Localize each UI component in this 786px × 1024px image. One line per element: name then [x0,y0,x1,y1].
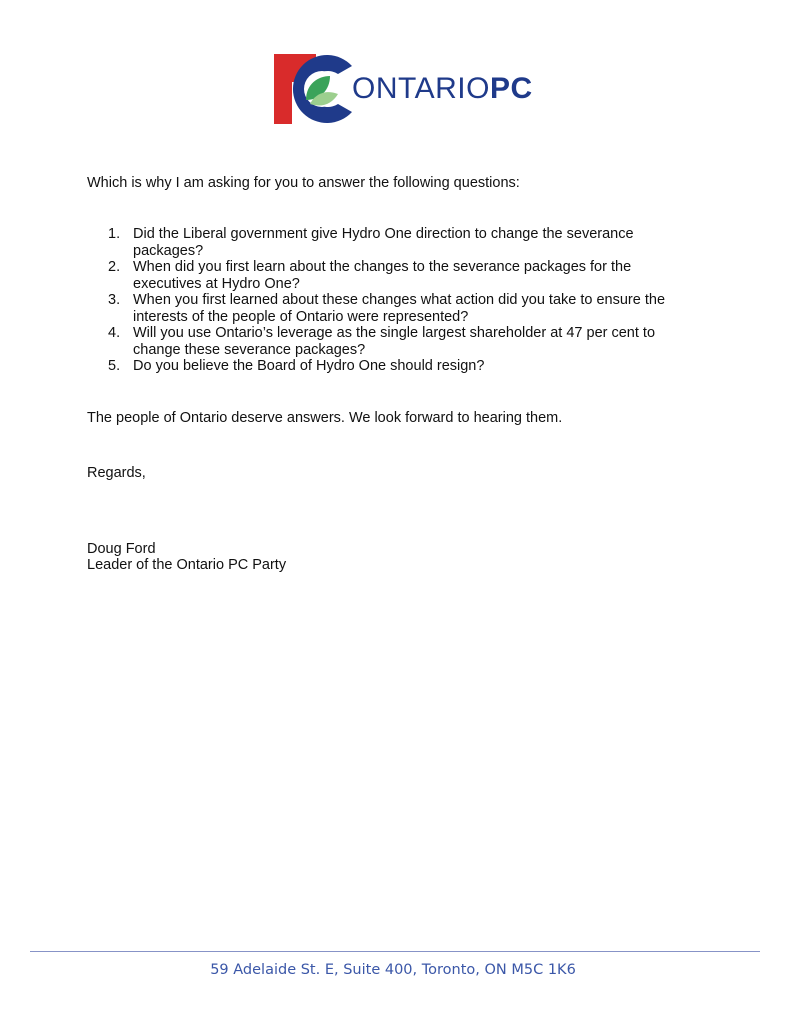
footer-divider [30,951,760,952]
logo-word-pc: PC [489,72,533,105]
list-item [108,226,688,259]
question-text: Will you use Ontario’s leverage as the single largest shareholder at 47 per cent to change these severance packages? [133,325,656,358]
list-item [108,259,688,292]
letter-regards: Regards, [87,465,146,481]
letter-intro: Which is why I am asking for you to answer the following questions: [87,175,520,191]
question-text: When did you first learn about the changes to the severance packages for the executives at Hydro One? [133,259,632,292]
questions-list [108,226,688,375]
question-text: Do you believe the Board of Hydro One should resign? [133,358,485,374]
question-number: 1. [108,226,121,242]
question-number: 2. [108,259,121,275]
letter-closing: The people of Ontario deserve answers. We look forward to hearing them. [87,410,563,426]
list-item [108,358,688,375]
footer-address: 59 Adelaide St. E, Suite 400, Toronto, ON M5C 1K6 [210,962,576,978]
signer-name: Doug Ford [87,541,156,557]
question-number: 3. [108,292,121,308]
question-number: 5. [108,358,121,374]
list-item [108,325,688,358]
logo-word-ontario: ONTARIO [352,72,490,105]
question-text: When you first learned about these changes what action did you take to ensure the interests of the people of Ontario were represented? [133,292,666,325]
ontario-pc-logo [272,52,532,126]
logo-wordmark [352,74,533,104]
list-item [108,292,688,325]
question-number: 4. [108,325,121,341]
ontario-pc-logo-icon [272,52,356,126]
question-text: Did the Liberal government give Hydro One direction to change the severance packages? [133,226,634,259]
signer-title: Leader of the Ontario PC Party [87,557,287,573]
